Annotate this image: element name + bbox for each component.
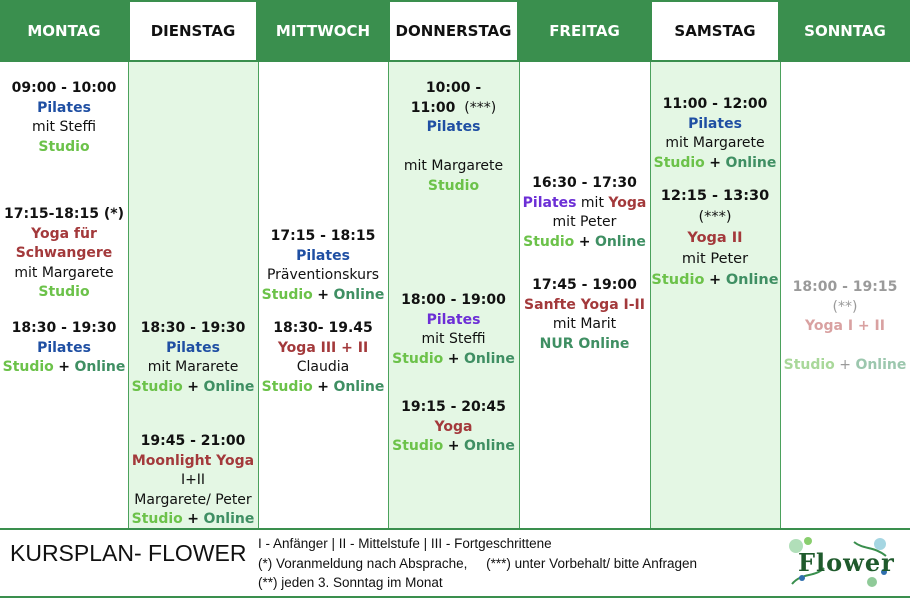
class-location: Studio + Online [392, 438, 515, 454]
class-time: 17:45 - 19:00 [532, 277, 637, 293]
class-entry [128, 432, 258, 530]
class-location: Studio [38, 138, 90, 155]
class-title: Pilates [426, 119, 481, 135]
class-entry [780, 278, 910, 376]
class-title: Sanfte Yoga I-II [524, 296, 645, 313]
class-instructor: mit Margarete [14, 264, 114, 281]
day-column-thursday [388, 0, 519, 529]
class-instructor: Claudia [296, 359, 350, 375]
day-header-thursday: DONNERSTAG [388, 0, 519, 62]
class-title: Pilates [37, 339, 91, 356]
class-description: Präventionskurs [266, 267, 379, 283]
class-entry [388, 291, 519, 369]
class-time: 11:00 - 12:00 [662, 96, 768, 112]
day-header-monday: MONTAG [0, 0, 128, 62]
day-header-sunday: SONNTAG [780, 0, 910, 62]
class-entry [128, 319, 258, 397]
class-title: Pilates [688, 115, 742, 132]
class-title: Schwangere [15, 245, 113, 261]
day-column-tuesday [128, 0, 258, 529]
column-divider [128, 62, 129, 529]
class-instructor: mit Margarete [403, 158, 504, 174]
class-title: Yoga I + II [805, 318, 885, 334]
class-time: 12:15 - 13:30 (***) [660, 188, 770, 225]
class-entry [650, 95, 780, 173]
class-location: Studio + Online [261, 286, 385, 303]
column-divider [519, 62, 520, 529]
class-location: Studio + Online [392, 350, 515, 367]
class-instructor: mit Mararete [147, 359, 239, 375]
class-title: Yoga II [687, 230, 743, 246]
level-legend: I - Anfänger | II - Mittelstufe | III - Fortgeschrittene [258, 536, 552, 551]
class-instructor: mit Peter [681, 251, 749, 267]
class-instructor: Margarete/ Peter [134, 491, 252, 508]
class-location: Studio + Online [131, 378, 255, 395]
logo-text: Flower [798, 548, 895, 577]
class-location: Studio [427, 177, 480, 194]
class-instructor: mit Steffi [32, 119, 96, 135]
day-column-monday [0, 0, 128, 529]
day-column-friday [519, 0, 650, 529]
class-location: Studio + Online [2, 359, 126, 375]
class-entry [0, 79, 128, 157]
class-title: Pilates [296, 247, 350, 264]
class-level: I+II [180, 472, 206, 488]
class-time: 09:00 - 10:00 [11, 80, 117, 96]
class-time: 18:30 - 19:30 [140, 320, 246, 336]
day-header-tuesday: DIENSTAG [128, 0, 258, 62]
class-location: Studio + Online [651, 272, 779, 288]
class-location: Studio + Online [783, 357, 907, 373]
column-divider [650, 62, 651, 529]
class-title: Pilates mit Yoga [522, 194, 647, 211]
class-location: Studio + Online [523, 233, 646, 250]
class-location: Studio + Online [261, 378, 385, 395]
column-divider [388, 62, 389, 529]
class-time: 18:00 - 19:00 [401, 292, 506, 308]
class-entry [0, 319, 128, 378]
class-entry [519, 174, 650, 252]
column-divider [780, 62, 781, 529]
class-instructor: mit Margarete [665, 135, 765, 151]
class-instructor: mit Steffi [421, 331, 486, 347]
class-entry [388, 398, 519, 457]
day-column-sunday [780, 0, 910, 529]
day-header-friday: FREITAG [519, 0, 650, 62]
page-title: KURSPLAN- FLOWER [10, 540, 247, 566]
day-header-wednesday: MITTWOCH [258, 0, 388, 62]
class-time: 19:15 - 20:45 [401, 399, 506, 415]
class-location: NUR Online [539, 335, 630, 352]
day-column-saturday [650, 0, 780, 529]
class-title: Pilates [166, 339, 220, 356]
class-time: 16:30 - 17:30 [532, 175, 637, 191]
column-divider [258, 62, 259, 529]
class-entry [388, 79, 519, 196]
class-entry [519, 276, 650, 354]
class-title: Yoga III + II [277, 339, 369, 356]
class-title: Moonlight Yoga [131, 452, 255, 469]
flower-logo [784, 532, 894, 594]
class-entry [0, 205, 128, 303]
class-time: 18:30- 19.45 [273, 320, 373, 336]
class-entry [258, 319, 388, 397]
note-legend: (*) Voranmeldung nach Absprache, (***) unter Vorbehalt/ bitte Anfragen [258, 556, 698, 571]
class-time: 18:30 - 19:30 [11, 320, 117, 336]
class-location: Studio + Online [653, 154, 777, 171]
class-time: 17:15-18:15 (*) [4, 206, 124, 222]
class-entry [650, 186, 780, 291]
class-title: Pilates [426, 311, 481, 328]
class-time: 10:00 - 11:00 (***) [410, 80, 497, 116]
class-title: Yoga für [31, 225, 97, 242]
class-instructor: mit Peter [552, 214, 617, 230]
footer-divider [0, 528, 910, 530]
class-time: 18:00 - 19:15 (**) [792, 279, 898, 315]
day-column-wednesday [258, 0, 388, 529]
class-entry [258, 227, 388, 305]
class-title: Yoga [434, 418, 473, 435]
class-time: 19:45 - 21:00 [140, 433, 246, 449]
class-title: Pilates [37, 99, 91, 116]
sunday-note: (**) jeden 3. Sonntag im Monat [258, 575, 443, 590]
class-location: Studio [38, 284, 90, 300]
class-instructor: mit Marit [552, 316, 617, 332]
class-time: 17:15 - 18:15 [270, 228, 376, 244]
day-header-saturday: SAMSTAG [650, 0, 780, 62]
class-location: Studio + Online [131, 511, 255, 527]
